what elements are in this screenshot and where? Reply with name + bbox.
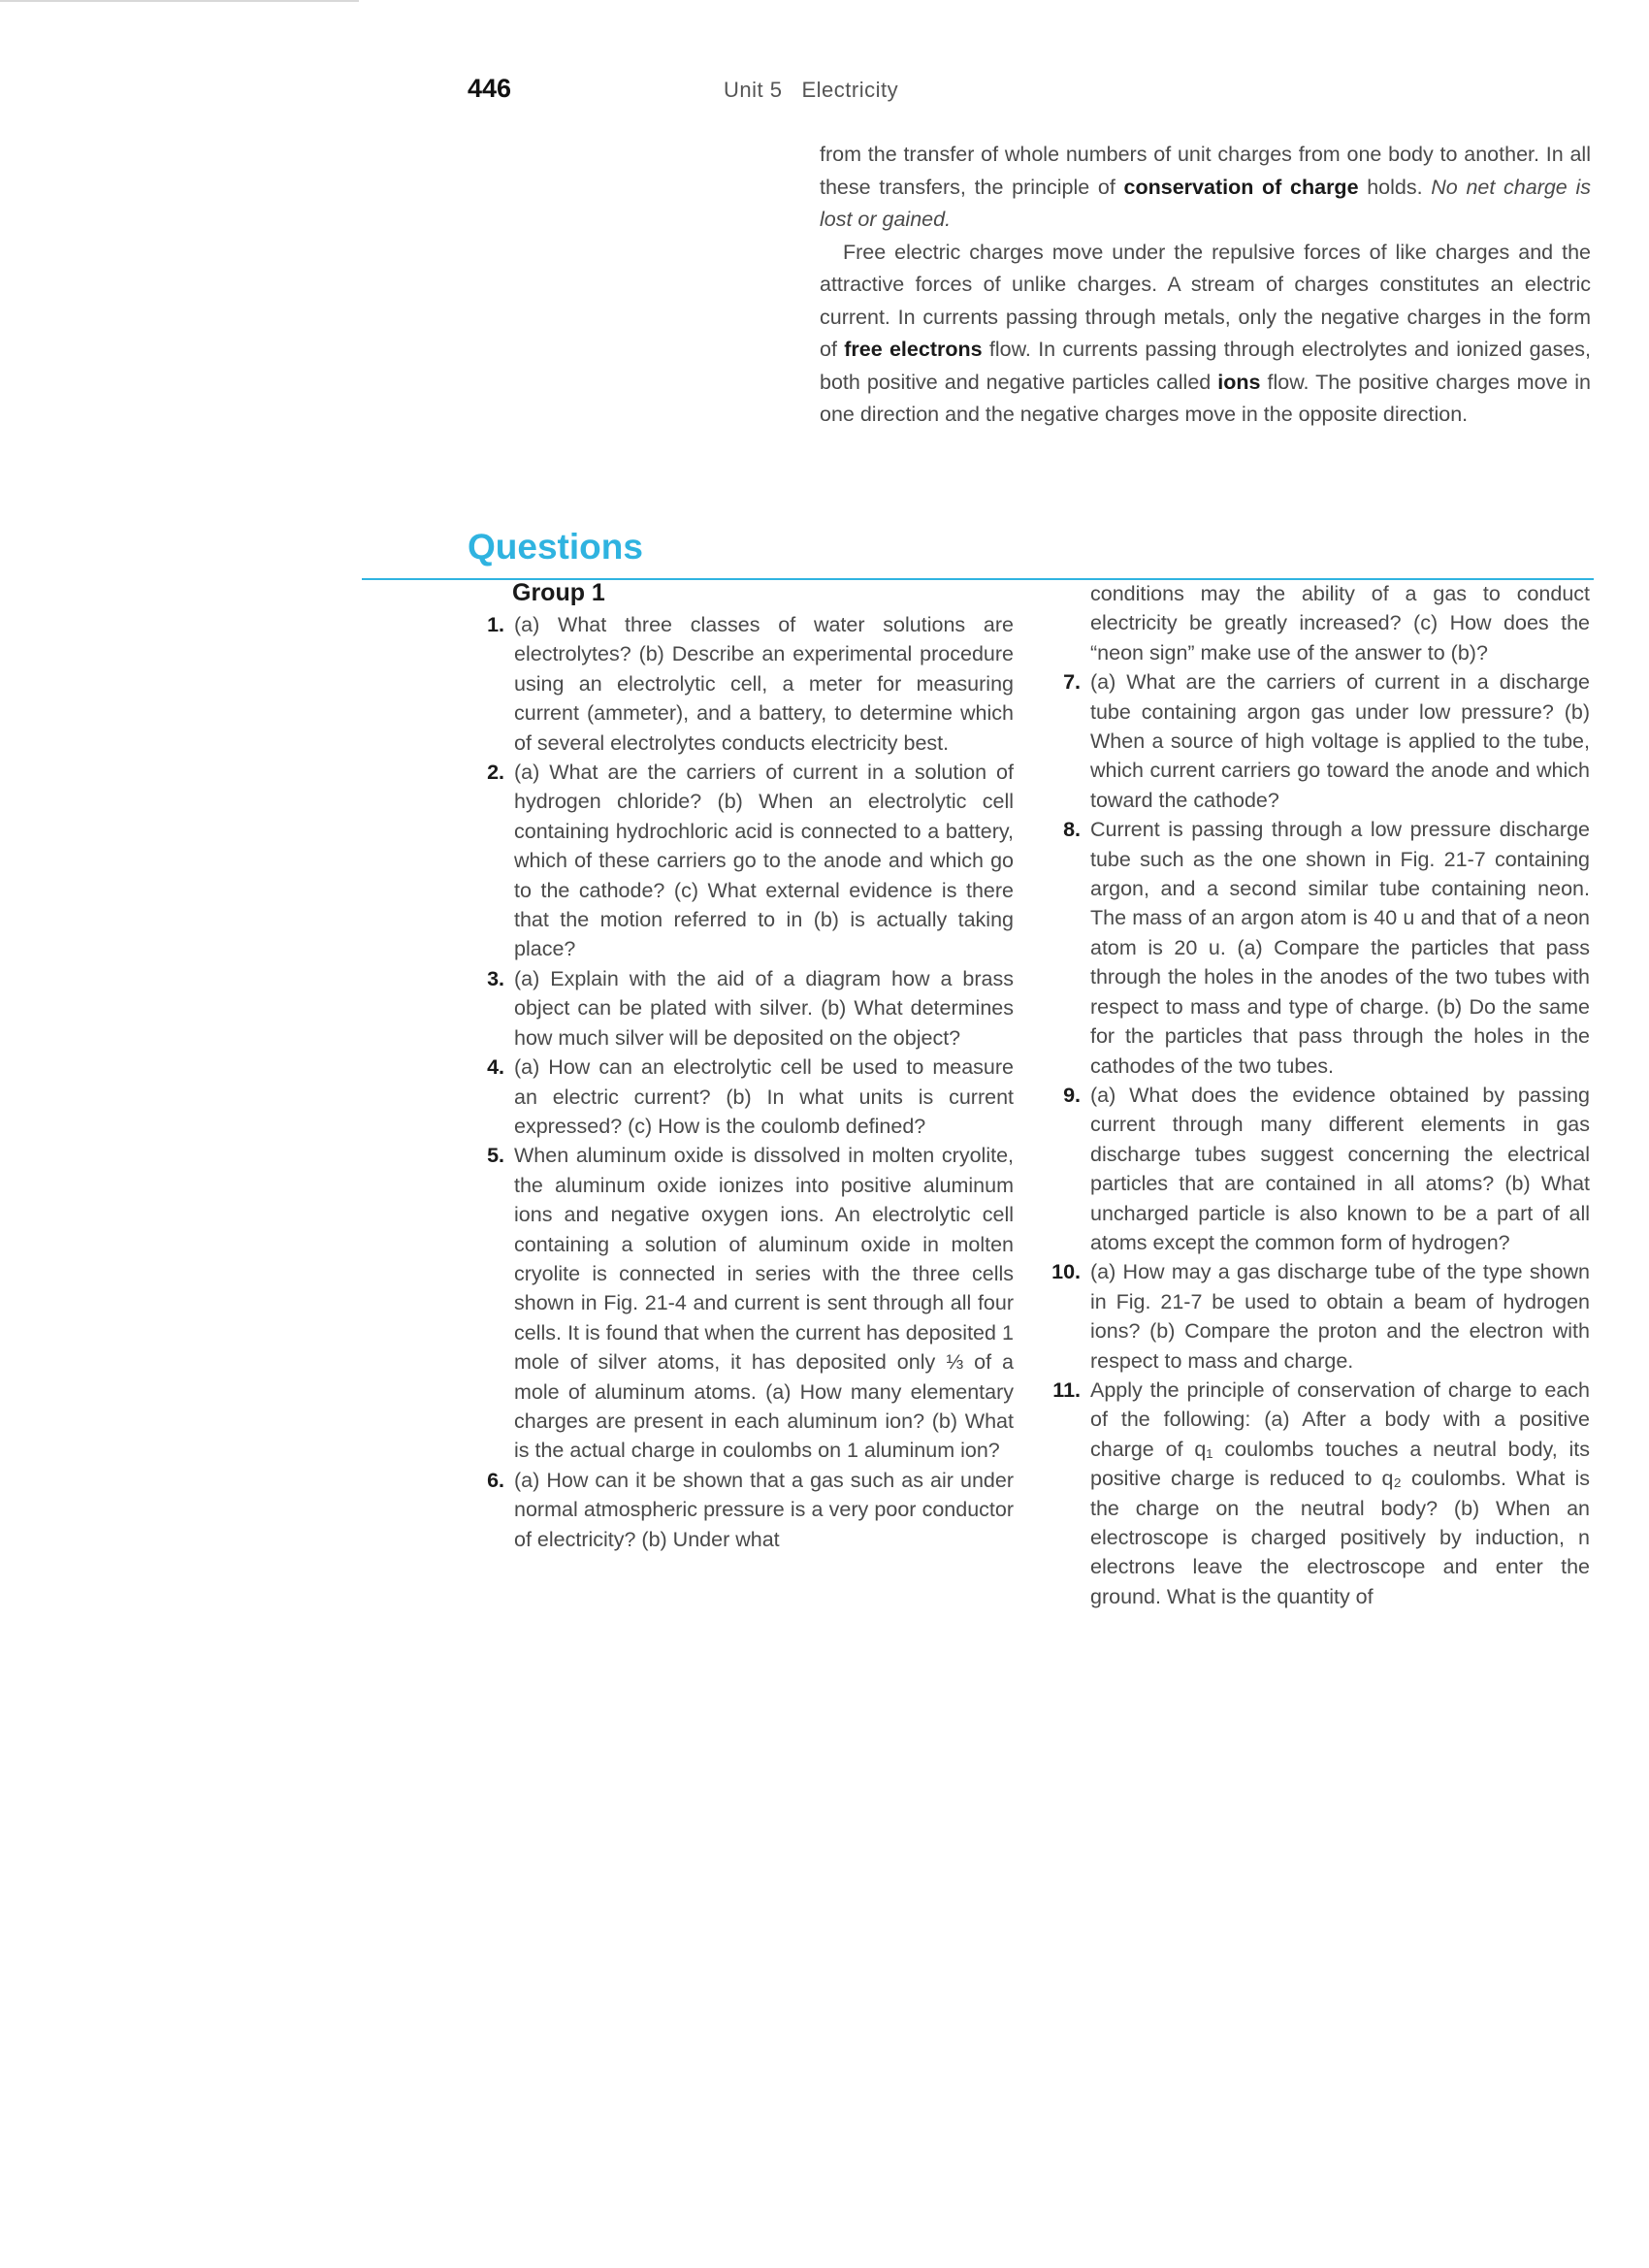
- question-item: [487, 758, 1014, 964]
- intro-p2-text-2: flow. In currents passing through electrolytes and ionized gases, both positive and negative particles called: [820, 338, 1591, 394]
- question-text: (a) How can it be shown that a gas such as air under normal atmospheric pressure is a very poor conductor of electricity? (b) Under what: [514, 1468, 1014, 1551]
- term-ions: ions: [1217, 370, 1261, 394]
- question-text: conditions may the ability of a gas to conduct electricity be greatly increased? (c) How does the “neon sign” make use of the answer to (b)?: [1090, 582, 1590, 664]
- unit-label: Unit 5: [724, 78, 783, 102]
- question-text: (a) What does the evidence obtained by passing current through many different elements in gas discharge tubes suggest concerning the electrical particles that are contained in all atoms? (b) What uncharged particle is also known to be a part of all atoms except the common form of hydrogen?: [1090, 1083, 1590, 1254]
- question-number: 3.: [487, 966, 504, 990]
- question-continuation: [1090, 579, 1590, 667]
- question-number: 4.: [487, 1055, 504, 1080]
- question-item: [487, 964, 1014, 1053]
- question-text: (a) How may a gas discharge tube of the type shown in Fig. 21-7 be used to obtain a beam of hydrogen ions? (b) Compare the proton and the electron with respect to mass and charge.: [1090, 1260, 1590, 1373]
- intro-p1-text-2: holds.: [1358, 175, 1432, 199]
- questions-heading: Questions: [468, 527, 643, 567]
- intro-p2-text-3: flow. The positive charges move in one direction and the negative charges move in the opposite direction.: [820, 370, 1591, 426]
- question-item: [1051, 1257, 1590, 1376]
- intro-p2-text: Free electric charges move under the repulsive forces of like charges and the attractive forces of unlike charges. A stream of charges constitutes an electric current. In currents passing through metals, only the negative charges in the form of: [820, 240, 1591, 361]
- running-head: [724, 78, 898, 103]
- term-conservation-of-charge: conservation of charge: [1123, 175, 1359, 199]
- question-number: 1.: [487, 613, 504, 636]
- question-text: (a) What three classes of water solutions are electrolytes? (b) Describe an experimental procedure using an electrolytic cell, a meter for measuring current (ammeter), and a battery, to determine which of several electrolytes conducts electricity best.: [514, 613, 1014, 755]
- question-text: (a) What are the carriers of current in a discharge tube containing argon gas under low pressure? (b) When a source of high voltage is applied to the tube, which current carriers go toward the anode and which toward the cathode?: [1090, 670, 1590, 812]
- section-label: Electricity: [801, 78, 899, 102]
- question-number: 8.: [1063, 818, 1081, 842]
- group-heading: Group 1: [512, 579, 605, 606]
- question-text: When aluminum oxide is dissolved in molten cryolite, the aluminum oxide ionizes into positive aluminum ions and negative oxygen ions. An electrolytic cell containing a solution of aluminum oxide in molten cryolite is connected in series with the three cells shown in Fig. 21-4 and current is sent through all four cells. It is found that when the current has deposited 1 mole of silver atoms, it has deposited only ⅓ of a mole of aluminum atoms. (a) How many elementary charges are present in each aluminum ion? (b) What is the actual charge in coulombs on 1 aluminum ion?: [514, 1144, 1014, 1463]
- question-number: 9.: [1063, 1083, 1081, 1107]
- question-number: 2.: [487, 761, 504, 785]
- question-text: (a) Explain with the aid of a diagram how a brass object can be plated with silver. (b) What determines how much silver will be deposited on the object?: [514, 966, 1014, 1050]
- question-item: [487, 610, 1014, 758]
- question-item: [1063, 815, 1590, 1081]
- question-number: 6.: [487, 1468, 504, 1492]
- questions-column-left: [487, 610, 1014, 1554]
- intro-text: [820, 139, 1591, 432]
- question-text: (a) How can an electrolytic cell be used to measure an electric current? (b) In what units is current expressed? (c) How is the coulomb defined?: [514, 1055, 1014, 1138]
- scan-edge: [0, 0, 359, 2]
- question-number: 10.: [1051, 1260, 1081, 1284]
- question-text: Current is passing through a low pressure discharge tube such as the one shown in Fig. 21-7 containing argon, and a second similar tube containing neon. The mass of an argon atom is 40 u and that of a neon atom is 20 u. (a) Compare the particles that pass through the holes in the anodes of the two tubes with respect to mass and type of charge. (b) Do the same for the particles that pass through the holes in the cathodes of the two tubes.: [1090, 818, 1590, 1078]
- intro-paragraph-1: [820, 139, 1591, 237]
- question-item: [1063, 1081, 1590, 1257]
- intro-p1-italic: No net charge is lost or gained.: [820, 175, 1591, 231]
- question-number: 5.: [487, 1144, 504, 1168]
- question-text: Apply the principle of conservation of charge to each of the following: (a) After a body with a positive charge of q₁ coulombs touches a neutral body, its positive charge is reduced to q₂ coulombs. What is the charge on the neutral body? (b) When an electroscope is charged positively by induction, n electrons leave the electroscope and enter the ground. What is the quantity of: [1090, 1377, 1590, 1608]
- question-text: (a) What are the carriers of current in a solution of hydrogen chloride? (b) When an electrolytic cell containing hydrochloric acid is connected to a battery, which of these carriers go to the anode and which go to the cathode? (c) What external evidence is there that the motion referred to in (b) is actually taking place?: [514, 761, 1014, 961]
- term-free-electrons: free electrons: [844, 338, 983, 361]
- question-item: [487, 1141, 1014, 1465]
- page-number: 446: [468, 74, 512, 103]
- question-item: [1052, 1376, 1590, 1611]
- question-item: [487, 1466, 1014, 1554]
- questions-column-right: [1051, 579, 1590, 1611]
- question-number: 11.: [1052, 1377, 1081, 1402]
- intro-p1-text: from the transfer of whole numbers of unit charges from one body to another. In all these transfers, the principle of: [820, 143, 1591, 199]
- intro-paragraph-2: [820, 237, 1591, 432]
- question-number: 7.: [1063, 670, 1081, 695]
- question-item: [487, 1053, 1014, 1141]
- question-item: [1063, 667, 1590, 815]
